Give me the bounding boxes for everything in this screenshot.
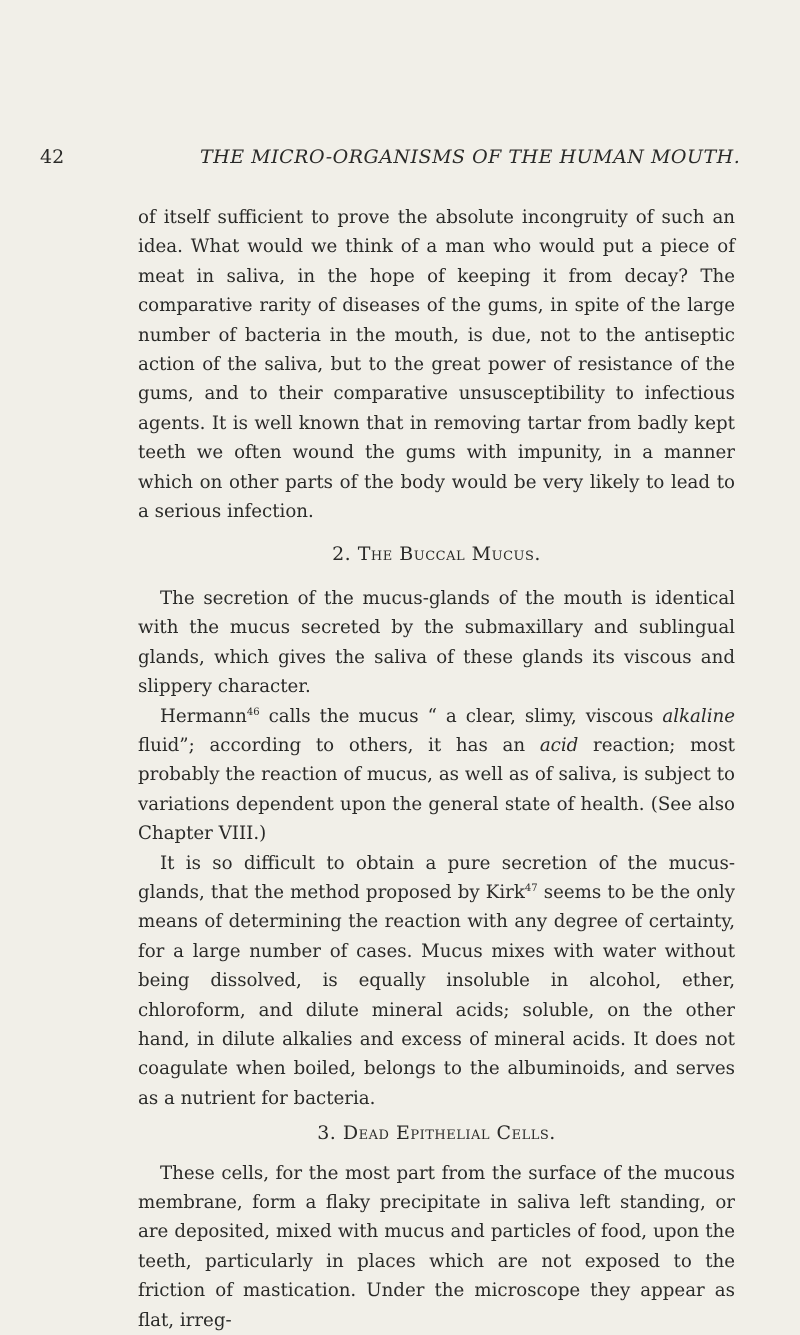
section-3-heading: 3. Dead Epithelial Cells. xyxy=(317,1122,556,1145)
section-2-paragraph-1: The secretion of the mucus-glands of the mouth is identical with the mucus secreted by the submaxillary and sublingual glands, which gives the saliva of these glands its viscous and slippery character. xyxy=(138,587,735,698)
section-2-heading: 2. The Buccal Mucus. xyxy=(332,543,541,566)
text-span: reaction; most probably the reaction of mucus, as well as of saliva, is subject to variations dependent upon the general state of health. (See also Chapter VIII.) xyxy=(138,734,735,845)
paragraph-1: of itself sufficient to prove the absolute incongruity of such an idea. What would we think of a man who would put a piece of meat in saliva, in the hope of keeping it from decay? The comparative rarity of diseases of the gums, in spite of the large number of bacteria in the mouth, is due, not to the antiseptic action of the saliva, but to the great power of resistance of the gums, and to their comparative unsusceptibility to infectious agents. It is well known that in removing tartar from badly kept teeth we often wound the gums with impunity, in a manner which on other parts of the body would be very likely to lead to a serious infection. xyxy=(138,207,735,523)
running-header xyxy=(40,146,741,168)
italic-acid: acid xyxy=(539,734,579,756)
text-span: seems to be the only means of determining the reaction with any degree of certainty, for a large number of cases. Mucus mixes with water without being dissolved, is equally insoluble in alcohol, ether, chloroform, and dilute mineral acids; soluble, on the other hand, in dilute alkalies and excess of mineral acids. It does not coagulate when boiled, belongs to the albuminoids, and serves as a nutrient for bacteria. xyxy=(138,881,735,1109)
running-title: THE MICRO-ORGANISMS OF THE HUMAN MOUTH. xyxy=(200,146,741,168)
section-2-paragraph-3 xyxy=(138,849,735,1114)
author-hermann: Hermann xyxy=(160,705,247,727)
reference-47: 47 xyxy=(524,882,538,894)
body-text xyxy=(138,203,735,1335)
reference-46: 46 xyxy=(246,706,260,718)
text-span: fluid”; according to others, it has an xyxy=(138,734,540,756)
text-span: It is so difficult to obtain a pure secretion of the mucus-glands, that the method proposed by Kirk xyxy=(138,852,735,903)
section-2-paragraph-2 xyxy=(138,702,735,849)
page-number: 42 xyxy=(40,146,65,168)
section-3-paragraph-1: These cells, for the most part from the surface of the mucous membrane, form a flaky precipitate in saliva left standing, or are deposited, mixed with mucus and particles of food, upon the teeth, particularly in places which are not exposed to the friction of mastication. Under the microscope they appear as flat, irreg- xyxy=(138,1162,735,1331)
text-span: calls the mucus “ a clear, slimy, viscous xyxy=(259,705,663,727)
italic-alkaline: alkaline xyxy=(662,705,735,727)
